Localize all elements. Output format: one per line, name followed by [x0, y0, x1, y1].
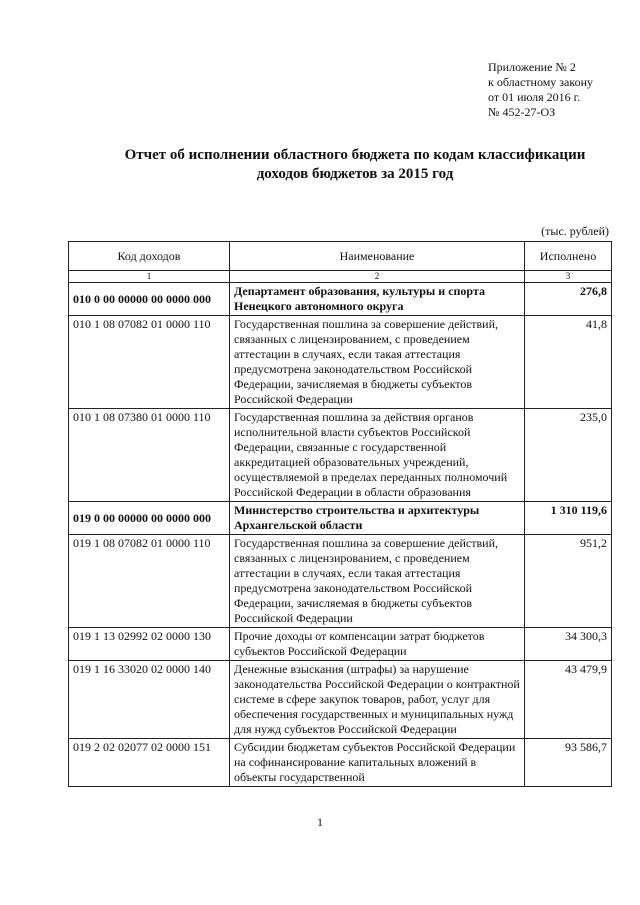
- row-amount: 41,8: [525, 316, 612, 409]
- title-line-2: доходов бюджетов за 2015 год: [256, 166, 454, 182]
- table-row: [69, 628, 612, 661]
- row-name: Государственная пошлина за совершение действий, связанных с лицензированием, с проведением аттестации в случаях, если такая аттестация предусмотрена законодательством Российской Федерации, зачисляемая в бюджеты субъектов Российской Федерации: [230, 316, 525, 409]
- column-number-row: [69, 271, 612, 283]
- row-amount: 951,2: [525, 535, 612, 628]
- table-row: [69, 739, 612, 787]
- page-number: 1: [317, 815, 323, 829]
- column-number: 3: [525, 271, 612, 283]
- row-amount: 34 300,3: [525, 628, 612, 661]
- row-name: Государственная пошлина за действия органов исполнительной власти субъектов Российской Федерации, связанные с государственной аккредитацией образовательных учреждений, осуществляемой в пределах переданных полномочий Российской Федерации в области образования: [230, 409, 525, 502]
- header-code: Код доходов: [69, 242, 230, 271]
- title-line-1: Отчет об исполнении областного бюджета по кодам классификации: [124, 147, 586, 163]
- row-name: Прочие доходы от компенсации затрат бюджетов субъектов Российской Федерации: [230, 628, 525, 661]
- row-amount: 93 586,7: [525, 739, 612, 787]
- row-code: 019 2 02 02077 02 0000 151: [69, 739, 230, 787]
- row-code: 019 1 13 02992 02 0000 130: [69, 628, 230, 661]
- row-name: Государственная пошлина за совершение действий, связанных с лицензированием, с проведением аттестации в случаях, если такая аттестация предусмотрена законодательством Российской Федерации, зачисляемая в бюджеты субъектов Российской Федерации: [230, 535, 525, 628]
- table-row: [69, 661, 612, 739]
- table-row: [69, 502, 612, 535]
- appendix-line-4: № 452-27-ОЗ: [488, 105, 556, 119]
- unit-label: (тыс. рублей): [541, 224, 609, 238]
- row-code: 010 0 00 00000 00 0000 000: [69, 283, 230, 316]
- row-code: 019 0 00 00000 00 0000 000: [69, 502, 230, 535]
- row-name: Денежные взыскания (штрафы) за нарушение законодательства Российской Федерации о контрактной системе в сфере закупок товаров, работ, услуг для обеспечения государственных и муниципальных нужд для нужд субъектов Российской Федерации: [230, 661, 525, 739]
- appendix-line-3: от 01 июля 2016 г.: [488, 90, 581, 104]
- appendix-block: [488, 60, 593, 120]
- row-amount: 235,0: [525, 409, 612, 502]
- table-row: [69, 535, 612, 628]
- row-name: Субсидии бюджетам субъектов Российской Федерации на софинансирование капитальных вложений в объекты государственной: [230, 739, 525, 787]
- appendix-line-1: Приложение № 2: [488, 60, 576, 74]
- table-row: [69, 316, 612, 409]
- row-code: 010 1 08 07380 01 0000 110: [69, 409, 230, 502]
- row-code: 010 1 08 07082 01 0000 110: [69, 316, 230, 409]
- table-row: [69, 409, 612, 502]
- row-name: Министерство строительства и архитектуры Архангельской области: [230, 502, 525, 535]
- row-amount: 43 479,9: [525, 661, 612, 739]
- document-title: [60, 146, 640, 184]
- header-amount: Исполнено: [525, 242, 612, 271]
- row-amount: 1 310 119,6: [525, 502, 612, 535]
- table-row: [69, 283, 612, 316]
- income-table: [68, 241, 612, 787]
- header-name: Наименование: [230, 242, 525, 271]
- header-row: [69, 242, 612, 271]
- row-amount: 276,8: [525, 283, 612, 316]
- row-name: Департамент образования, культуры и спорта Ненецкого автономного округа: [230, 283, 525, 316]
- column-number: 2: [230, 271, 525, 283]
- row-code: 019 1 16 33020 02 0000 140: [69, 661, 230, 739]
- row-code: 019 1 08 07082 01 0000 110: [69, 535, 230, 628]
- appendix-line-2: к областному закону: [488, 75, 594, 89]
- column-number: 1: [69, 271, 230, 283]
